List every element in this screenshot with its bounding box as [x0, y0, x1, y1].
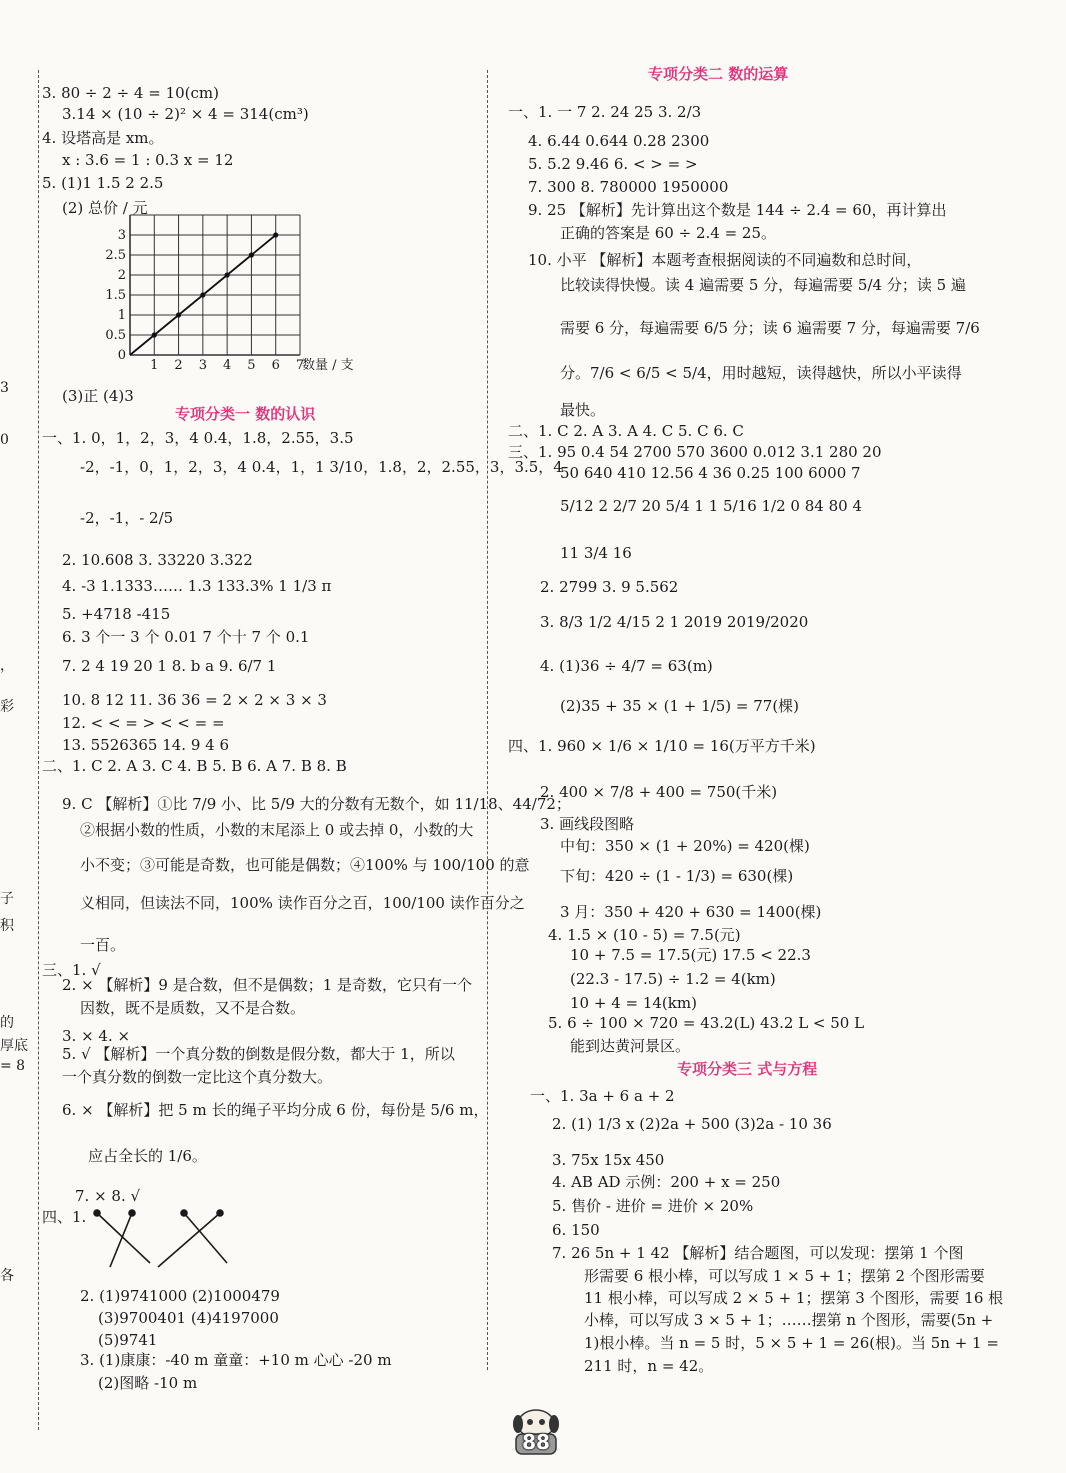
answer-line: 3. × 4. × — [62, 1027, 131, 1045]
answer-line: (3)9700401 (4)4197000 — [98, 1309, 279, 1327]
price-quantity-chart — [95, 197, 354, 381]
answer-line: 2. × 【解析】9 是合数，但不是偶数；1 是奇数，它只有一个 — [62, 976, 473, 994]
edge-fragment: 厚底 — [0, 1038, 28, 1054]
answer-line: 三、1. 95 0.4 54 2700 570 3600 0.012 3.1 280 20 — [508, 443, 882, 461]
answer-line: 二、1. C 2. A 3. A 4. C 5. C 6. C — [508, 422, 744, 440]
answer-line: 9. C 【解析】①比 7/9 小、比 5/9 大的分数有无数个，如 11/18、44/72； — [62, 795, 571, 813]
answer-line: 10 + 4 = 14(km) — [570, 994, 697, 1012]
answer-line: 3. (1)康康：-40 m 童童：+10 m 心心 -20 m — [80, 1351, 392, 1369]
matching-lines — [92, 1205, 242, 1280]
answer-line: 211 时，n = 42。 — [584, 1357, 714, 1375]
answer-line: 一、1. 0，1，2，3，4 0.4，1.8，2.55，3.5 — [42, 429, 354, 447]
answer-line: 12. < < = > < < = = — [62, 714, 225, 732]
page-number: 88 — [522, 1430, 550, 1454]
left-dashed-divider — [38, 70, 39, 1430]
match-line — [97, 1213, 150, 1263]
answer-line: 5. (1)1 1.5 2 2.5 — [42, 174, 164, 192]
section-heading-1: 专项分类一 数的认识 — [175, 405, 316, 423]
answer-line: 2. (1)9741000 (2)1000479 — [80, 1287, 280, 1305]
answer-line: (5)9741 — [98, 1331, 158, 1349]
edge-fragment: ， — [0, 658, 14, 674]
answer-line: 3.14 × (10 ÷ 2)² × 4 = 314(cm³) — [62, 105, 309, 123]
edge-fragment: 子 — [0, 891, 14, 907]
answer-line: 4. 6.44 0.644 0.28 2300 — [528, 132, 710, 150]
edge-fragment: 0 — [0, 432, 9, 448]
answer-line: (22.3 - 17.5) ÷ 1.2 = 4(km) — [570, 970, 776, 988]
answer-line: 4. 设塔高是 xm。 — [42, 129, 164, 147]
answer-line: 5. 6 ÷ 100 × 720 = 43.2(L) 43.2 L < 50 L — [548, 1014, 865, 1032]
answer-line: ②根据小数的性质，小数的末尾添上 0 或去掉 0，小数的大 — [80, 821, 474, 839]
chart-caption: (2) 总价 / 元 — [62, 199, 148, 217]
answer-line: 5. +4718 -415 — [62, 605, 171, 623]
answer-line: 7. × 8. √ — [75, 1187, 141, 1205]
answer-line: 6. 3 个一 3 个 0.01 7 个十 7 个 0.1 — [62, 628, 310, 646]
answer-line: 11 根小棒，可以写成 2 × 5 + 1；摆第 3 个图形，需要 16 根 — [584, 1289, 1004, 1307]
answer-line: 义相同，但读法不同，100% 读作百分之百，100/100 读作百分之 — [80, 894, 525, 912]
answer-line: 4. -3 1.1333…… 1.3 133.3% 1 1/3 π — [62, 577, 332, 595]
answer-line: 3. 8/3 1/2 4/15 2 1 2019 2019/2020 — [540, 613, 809, 631]
answer-line: 50 640 410 12.56 4 36 0.25 100 6000 7 — [560, 464, 861, 482]
data-point — [273, 232, 278, 237]
x-tick-label: 3 — [198, 358, 207, 373]
data-point — [176, 312, 181, 317]
answer-line: 应占全长的 1/6。 — [88, 1147, 207, 1165]
data-point — [225, 272, 230, 277]
y-tick-label: 1.5 — [105, 288, 126, 303]
match-line — [158, 1213, 220, 1267]
data-point — [152, 332, 157, 337]
y-tick-label: 2 — [117, 268, 126, 283]
answer-line: 6. × 【解析】把 5 m 长的绳子平均分成 6 份，每份是 5/6 m， — [62, 1101, 489, 1119]
answer-line: 13. 5526365 14. 9 4 6 — [62, 736, 229, 754]
y-tick-label-origin: 0 — [117, 348, 126, 363]
edge-fragment: 各 — [0, 1268, 14, 1284]
section-heading-2: 专项分类二 数的运算 — [648, 65, 789, 83]
answer-line: 一百。 — [80, 936, 126, 954]
answer-line: 因数，既不是质数，又不是合数。 — [80, 999, 306, 1017]
edge-fragment: 的 — [0, 1015, 14, 1031]
x-tick-label: 2 — [174, 358, 183, 373]
edge-fragment: 3 — [0, 380, 9, 396]
y-tick-label: 1 — [117, 308, 126, 323]
answer-line: 四、1. — [42, 1208, 87, 1226]
answer-line: 3. 75x 15x 450 — [552, 1151, 665, 1169]
answer-line: 10 + 7.5 = 17.5(元) 17.5 < 22.3 — [570, 946, 811, 964]
answer-line: 9. 25 【解析】先计算出这个数是 144 ÷ 2.4 = 60，再计算出 — [528, 201, 947, 219]
answer-line: 11 3/4 16 — [560, 544, 632, 562]
answer-line: 三、1. √ — [42, 961, 101, 979]
answer-line: (2)图略 -10 m — [98, 1374, 198, 1392]
x-tick-label: 4 — [223, 358, 232, 373]
edge-fragment: 彩 — [0, 699, 14, 715]
answer-line: 一、1. 一 7 2. 24 25 3. 2/3 — [508, 103, 702, 121]
y-tick-label: 2.5 — [105, 248, 126, 263]
answer-line: -2，-1，- 2/5 — [80, 509, 174, 527]
answer-line: 一、1. 3a + 6 a + 2 — [530, 1087, 675, 1105]
answer-line: 四、1. 960 × 1/6 × 1/10 = 16(万平方千米) — [508, 737, 816, 755]
answer-line: 需要 6 分，每遍需要 6/5 分；读 6 遍需要 7 分，每遍需要 7/6 — [560, 319, 980, 337]
answer-line: 4. AB AD 示例：200 + x = 250 — [552, 1173, 781, 1191]
answer-line: 3 月：350 + 420 + 630 = 1400(棵) — [560, 903, 822, 921]
answer-line: 小棒，可以写成 3 × 5 + 1；……摆第 n 个图形，需要(5n + — [584, 1311, 994, 1329]
answer-line: 10. 小平 【解析】本题考查根据阅读的不同遍数和总时间， — [528, 251, 922, 269]
answer-line: 中旬：350 × (1 + 20%) = 420(棵) — [560, 837, 810, 855]
answer-line: 正确的答案是 60 ÷ 2.4 = 25。 — [560, 224, 777, 242]
answer-line: 7. 300 8. 780000 1950000 — [528, 178, 729, 196]
answer-line: 7. 2 4 19 20 1 8. b a 9. 6/7 1 — [62, 657, 277, 675]
section-heading-3: 专项分类三 式与方程 — [677, 1060, 818, 1078]
page-number-badge — [508, 1408, 564, 1456]
answer-line: 最快。 — [560, 401, 606, 419]
data-point — [249, 252, 254, 257]
x-tick-label: 5 — [247, 358, 256, 373]
answer-line: 形需要 6 根小棒，可以写成 1 × 5 + 1；摆第 2 个图形需要 — [584, 1267, 985, 1285]
answer-line: 5. √ 【解析】一个真分数的倒数是假分数，都大于 1，所以 — [62, 1045, 455, 1063]
matching-diagram — [92, 1205, 242, 1284]
answer-line: 2. (1) 1/3 x (2)2a + 500 (3)2a - 10 36 — [552, 1115, 832, 1133]
answer-line: (3)正 (4)3 — [62, 387, 134, 405]
answer-line: 能到达黄河景区。 — [570, 1037, 691, 1055]
y-tick-label: 0.5 — [105, 328, 126, 343]
y-tick-label: 3 — [117, 228, 126, 243]
answer-line: 6. 150 — [552, 1221, 600, 1239]
match-line — [110, 1213, 132, 1267]
answer-line: 5/12 2 2/7 20 5/4 1 1 5/16 1/2 0 84 80 4 — [560, 497, 862, 515]
data-point — [200, 292, 205, 297]
answer-line: x : 3.6 = 1 : 0.3 x = 12 — [62, 151, 234, 169]
answer-line: 10. 8 12 11. 36 36 = 2 × 2 × 3 × 3 — [62, 691, 327, 709]
line-chart — [95, 197, 354, 377]
answer-line: 2. 400 × 7/8 + 400 = 750(千米) — [540, 783, 778, 801]
edge-fragment: 积 — [0, 918, 14, 934]
answer-line: 分。7/6 < 6/5 < 5/4，用时越短，读得越快，所以小平读得 — [560, 364, 962, 382]
answer-line: 小不变；③可能是奇数，也可能是偶数；④100% 与 100/100 的意 — [80, 856, 530, 874]
x-tick-label: 7 — [295, 358, 305, 373]
answer-line: 4. 1.5 × (10 - 5) = 7.5(元) — [548, 926, 741, 944]
answer-line: 5. 5.2 9.46 6. < > = > — [528, 155, 698, 173]
answer-line: 2. 2799 3. 9 5.562 — [540, 578, 679, 596]
answer-line: 下旬：420 ÷ (1 - 1/3) = 630(棵) — [560, 867, 794, 885]
x-tick-label: 1 — [150, 358, 159, 373]
answer-line: (2)35 + 35 × (1 + 1/5) = 77(棵) — [560, 697, 800, 715]
answer-line: 一个真分数的倒数一定比这个真分数大。 — [62, 1068, 333, 1086]
answer-line: 比较读得快慢。读 4 遍需要 5 分，每遍需要 5/4 分；读 5 遍 — [560, 276, 966, 294]
answer-line: -2，-1，0，1，2，3，4 0.4，1，1 3/10，1.8，2，2.55，3，3.5，4 — [80, 458, 563, 476]
answer-line: 3. 画线段图略 — [540, 815, 635, 833]
answer-line: 4. (1)36 ÷ 4/7 = 63(m) — [540, 657, 713, 675]
x-axis-label: 数量 / 支 — [302, 358, 354, 373]
center-dashed-divider — [487, 70, 488, 1370]
answer-line: 5. 售价 - 进价 = 进价 × 20% — [552, 1197, 754, 1215]
answer-line: 1)根小棒。当 n = 5 时，5 × 5 + 1 = 26(根)。当 5n + 1 = — [584, 1334, 999, 1352]
x-tick-label: 6 — [271, 358, 280, 373]
answer-line: 二、1. C 2. A 3. C 4. B 5. B 6. A 7. B 8. B — [42, 757, 347, 775]
answer-line: 7. 26 5n + 1 42 【解析】结合题图，可以发现：摆第 1 个图 — [552, 1244, 964, 1262]
edge-fragment: = 8 — [0, 1058, 26, 1074]
answer-line: 3. 80 ÷ 2 ÷ 4 = 10(cm) — [42, 84, 219, 102]
answer-line: 2. 10.608 3. 33220 3.322 — [62, 551, 253, 569]
